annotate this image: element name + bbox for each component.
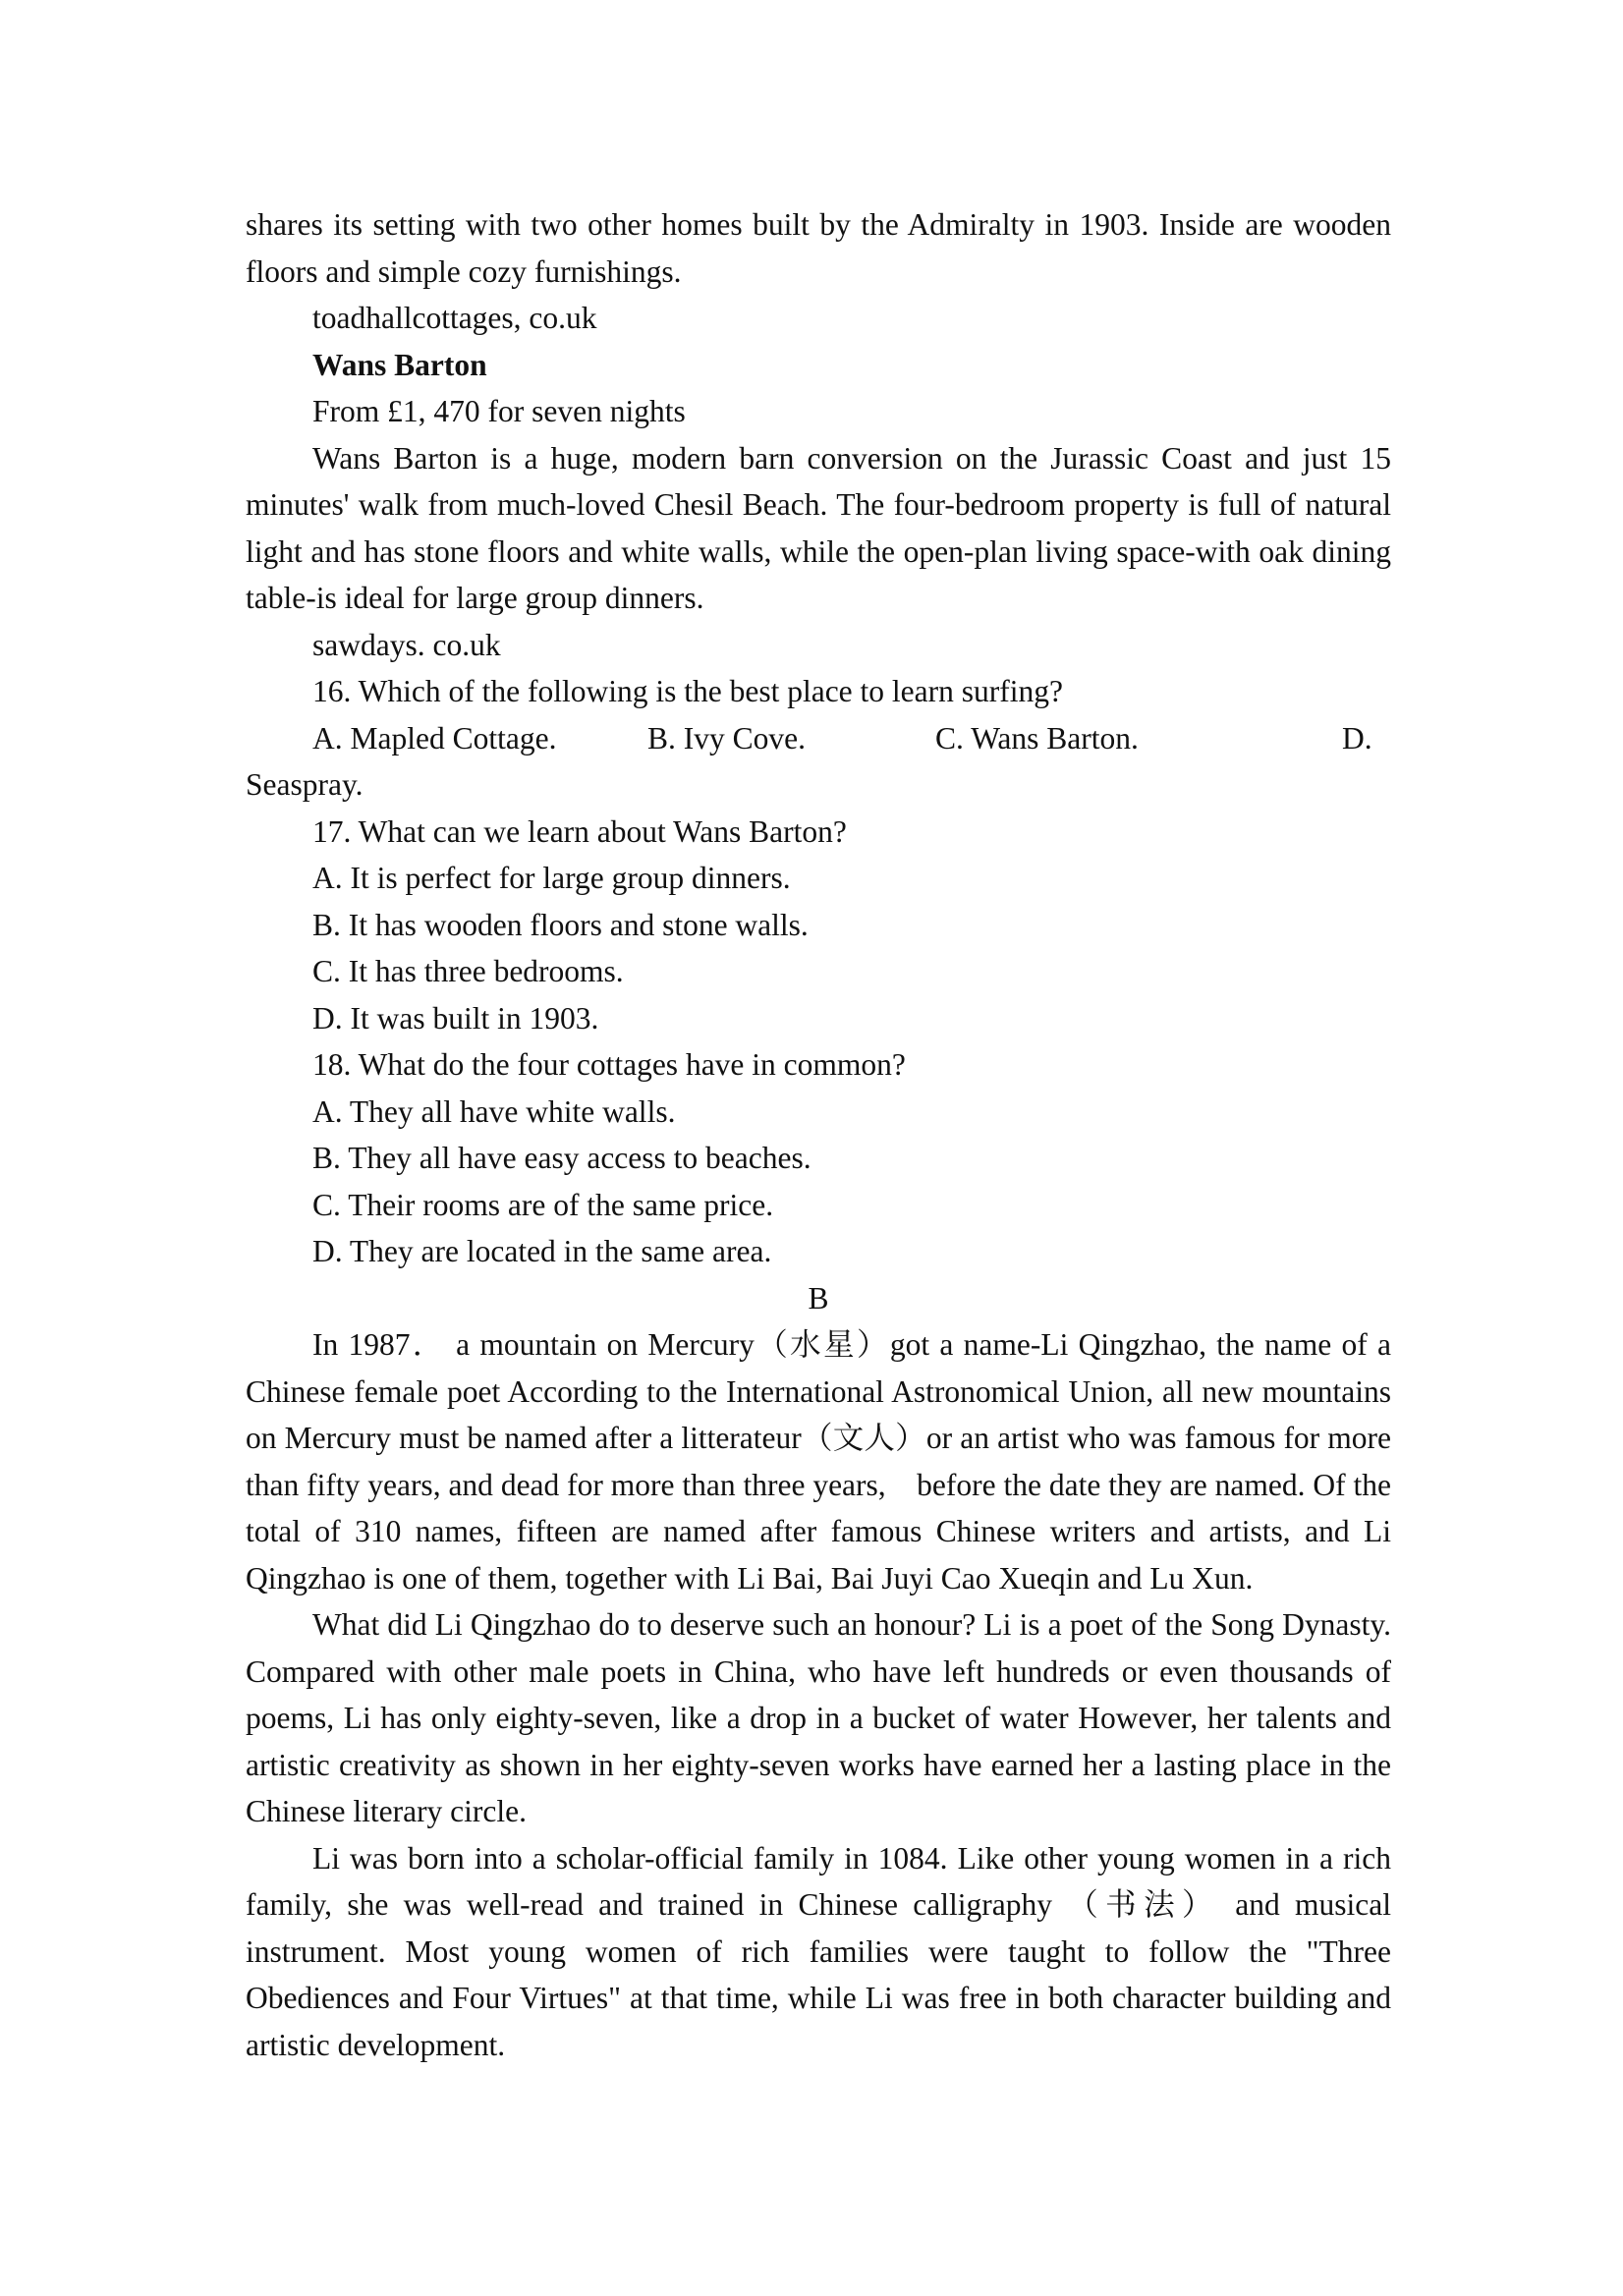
passage-b-label: B	[808, 1280, 829, 1316]
question-16-option-b: B. Ivy Cove.	[647, 720, 806, 756]
passage-b-paragraph-3: Li was born into a scholar-official family in 1084. Like other young women in a rich family, she was well-read and trained in Chinese calligraphy （书法） and musical instrument. Most young women of rich families were taught to follow the "Three Obediences and Four Virtues" at that time, while Li was free in both character building and artistic development.	[246, 1840, 1391, 2062]
question-16-option-d: D.	[1342, 720, 1372, 756]
question-17-option-b: B. It has wooden floors and stone walls.	[312, 907, 809, 942]
question-16-option-c: C. Wans Barton.	[935, 720, 1139, 756]
question-18-option-a: A. They all have white walls.	[312, 1093, 676, 1129]
question-18-stem: 18. What do the four cottages have in common?	[312, 1047, 906, 1082]
question-17-option-a: A. It is perfect for large group dinners.	[312, 861, 791, 895]
wans-barton-heading: Wans Barton	[312, 347, 487, 382]
seaspray-description-end: shares its setting with two other homes built by the Admiralty in 1903. Inside are wooden floors and simple cozy furnishings.	[246, 207, 1391, 289]
question-16-options	[246, 715, 1391, 762]
passage-b-paragraph-2: What did Li Qingzhao do to deserve such an honour? Li is a poet of the Song Dynasty. Compared with other male poets in China, who have left hundreds or even thousands of poems, Li has only eighty-seven, like a drop in a bucket of water However, her talents and artistic creativity as shown in her eighty-seven works have earned her a lasting place in the Chinese literary circle.	[246, 1607, 1391, 1828]
question-16-option-a: A. Mapled Cottage.	[312, 720, 557, 756]
question-18-option-c: C. Their rooms are of the same price.	[312, 1187, 774, 1222]
document-page	[246, 201, 1391, 2068]
wans-barton-description: Wans Barton is a huge, modern barn conversion on the Jurassic Coast and just 15 minutes' walk from much-loved Chesil Beach. The four-bedroom property is full of natural light and has stone floors and white walls, while the open-plan living space-with oak dining table-is ideal for large group dinners.	[246, 440, 1391, 615]
question-17-stem: 17. What can we learn about Wans Barton?	[312, 813, 847, 849]
question-16-option-d-continued: Seaspray.	[246, 767, 364, 802]
question-18-option-d: D. They are located in the same area.	[312, 1234, 772, 1268]
wans-barton-website: sawdays. co.uk	[312, 627, 501, 662]
seaspray-website: toadhallcottages, co.uk	[312, 301, 597, 335]
question-16-stem: 16. Which of the following is the best place to learn surfing?	[312, 674, 1063, 708]
passage-b-paragraph-1: In 1987． a mountain on Mercury（水星）got a name-Li Qingzhao, the name of a Chinese female poet According to the International Astronomical Union, all new mountains on Mercury must be named after a litterateur（文人）or an artist who was famous for more than fifty years, and dead for more than three years, before the date they are named. Of the total of 310 names, fifteen are named after famous Chinese writers and artists, and Li Qingzhao is one of them, together with Li Bai, Bai Juyi Cao Xueqin and Lu Xun.	[246, 1327, 1391, 1596]
question-18-option-b: B. They all have easy access to beaches.	[312, 1141, 812, 1175]
question-17-option-c: C. It has three bedrooms.	[312, 954, 624, 988]
question-17-option-d: D. It was built in 1903.	[312, 1000, 599, 1036]
wans-barton-price: From £1, 470 for seven nights	[312, 394, 686, 428]
